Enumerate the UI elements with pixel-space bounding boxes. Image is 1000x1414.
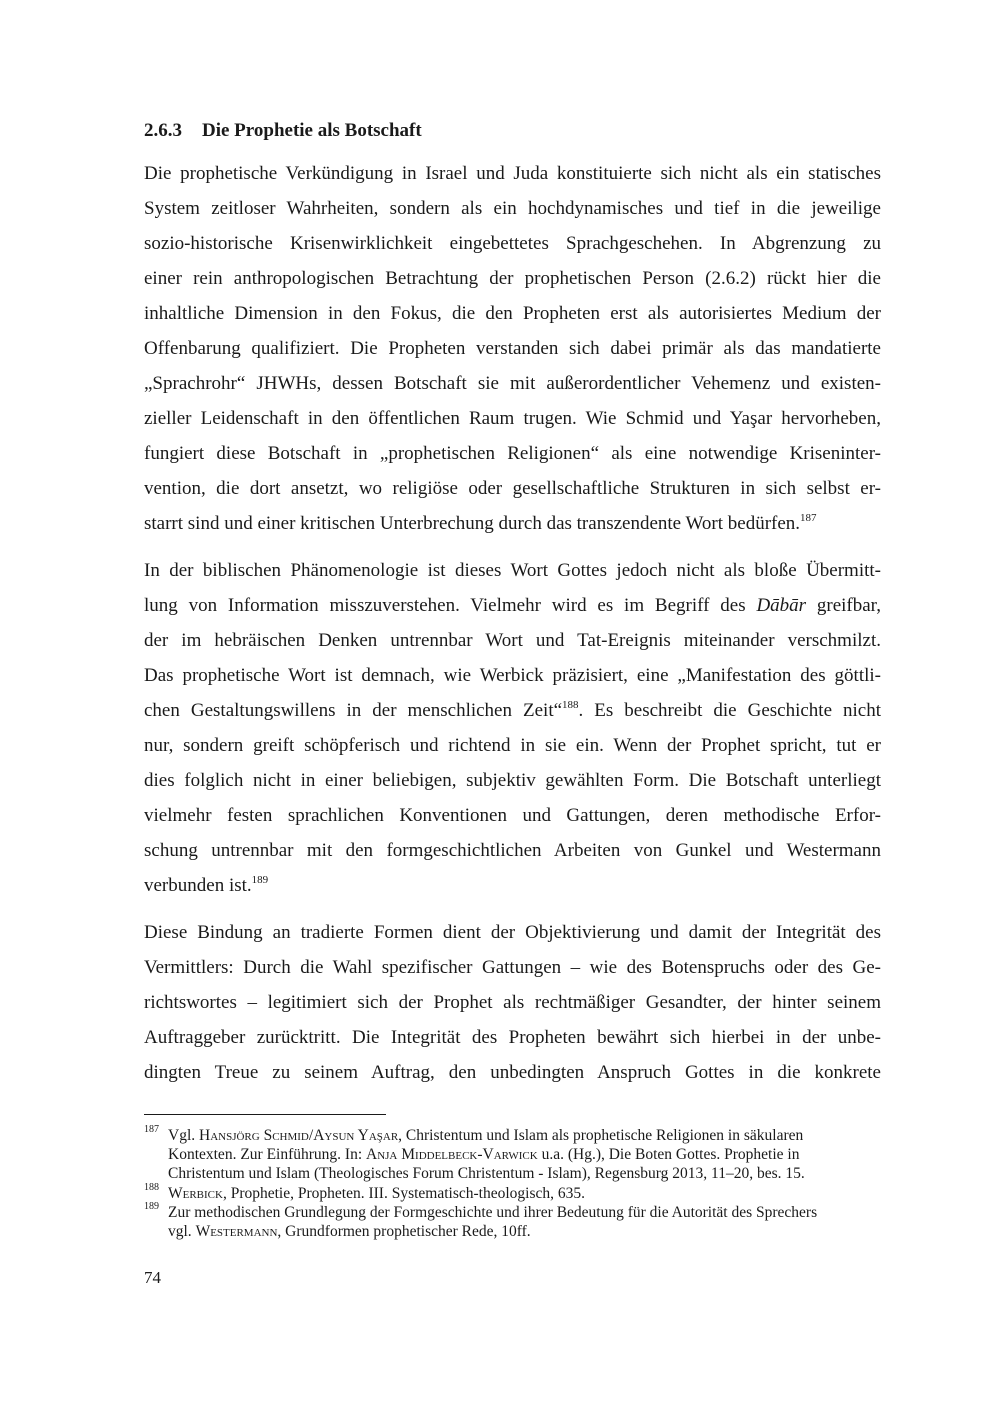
dabar-term: Dābār [756, 595, 807, 616]
paragraph-1-line: Die prophetische Verkündigung in Israel und Juda konstituierte sich nicht als ein statisches [144, 163, 881, 184]
footnote-number: 188 [144, 1182, 159, 1193]
paragraph-3-line: Diese Bindung an tradierte Formen dient der Objektivierung und damit der Integrität des [144, 922, 881, 943]
footnote-ref-189[interactable]: 189 [251, 874, 269, 886]
paragraph-2-text: lung von Information misszuverstehen. Vielmehr wird es im Begriff des [144, 595, 757, 616]
paragraph-1-line: sozio-historische Krisenwirklichkeit eingebettetes Sprachgeschehen. In Abgrenzung zu [144, 233, 881, 254]
section-title: Die Prophetie als Botschaft [202, 120, 422, 141]
footnote-ref-188[interactable]: 188 [562, 699, 579, 711]
footnote-number: 187 [144, 1124, 159, 1135]
paragraph-3-line: Auftraggeber zurücktritt. Die Integrität des Propheten bewährt sich hierbei in der unbe- [144, 1027, 881, 1048]
paragraph-2-line [144, 701, 881, 720]
paragraph-3-line: Vermittlers: Durch die Wahl spezifischer Gattungen – wie des Botenspruchs oder des Ge- [144, 957, 881, 978]
paragraph-2-text: greifbar, [806, 595, 882, 616]
footnote-ref-187[interactable]: 187 [800, 512, 817, 524]
paragraph-2-line: Das prophetische Wort ist demnach, wie Werbick präzisiert, eine „Manifestation des göttli- [144, 665, 881, 686]
footnote-number: 189 [144, 1201, 159, 1212]
paragraph-2-line: der im hebräischen Denken untrennbar Wort und Tat-Ereignis miteinander verschmilzt. [144, 630, 881, 651]
paragraph-2-text: chen Gestaltungswillens in der menschlichen Zeit“ [144, 700, 563, 721]
footnote-text: Vgl. Hansjörg Schmid/Aysun Yaşar, Christentum und Islam als prophetische Religionen in säkularen [168, 1127, 804, 1144]
footnote-text: Zur methodischen Grundlegung der Formgeschichte und ihrer Bedeutung für die Autorität des Sprechers [168, 1204, 818, 1221]
paragraph-1-line: vention, die dort ansetzt, wo religiöse oder gesellschaftliche Strukturen in sich selbst er- [144, 478, 881, 499]
section-number: 2.6.3 [144, 120, 182, 141]
footnote-text: Werbick, Prophetie, Propheten. III. Systematisch-theologisch, 635. [168, 1185, 586, 1202]
footnote-text: Christentum und Islam (Theologisches Forum Christentum - Islam), Regensburg 2013, 11–20, bes. 15. [168, 1165, 805, 1182]
paragraph-1-line: System zeitloser Wahrheiten, sondern als ein hochdynamisches und tief in die jeweilige [144, 198, 881, 219]
footnote-text: vgl. Westermann, Grundformen prophetischer Rede, 10ff. [168, 1223, 531, 1240]
paragraph-2-text: verbunden ist. [144, 875, 252, 896]
paragraph-1-line: Offenbarung qualifiziert. Die Propheten verstanden sich dabei primär als das mandatierte [144, 338, 881, 359]
paragraph-1-line: fungiert diese Botschaft in „prophetischen Religionen“ als eine notwendige Kriseninter- [144, 443, 881, 464]
paragraph-1-line [144, 514, 881, 533]
section-heading [144, 120, 422, 142]
footnote-text: Kontexten. Zur Einführung. In: Anja Middelbeck-Varwick u.a. (Hg.), Die Boten Gottes. Prophetie in [168, 1146, 800, 1163]
paragraph-2-text: . Es beschreibt die Geschichte nicht [578, 700, 881, 721]
paragraph-2-line: In der biblischen Phänomenologie ist dieses Wort Gottes jedoch nicht als bloße Übermitt- [144, 560, 881, 581]
paragraph-2-line: vielmehr festen sprachlichen Konventionen und Gattungen, deren methodische Erfor- [144, 805, 881, 826]
paragraph-2-line [144, 596, 881, 615]
paragraph-1-line: zieller Leidenschaft in den öffentlichen Raum trugen. Wie Schmid und Yaşar hervorheben, [144, 408, 881, 429]
paragraph-2-line: dies folglich nicht in einer beliebigen, subjektiv gewählten Form. Die Botschaft unterliegt [144, 770, 881, 791]
paragraph-1-line: „Sprachrohr“ JHWHs, dessen Botschaft sie mit außerordentlicher Vehemenz und existen- [144, 373, 881, 394]
paragraph-2-line: nur, sondern greift schöpferisch und richtend in sie ein. Wenn der Prophet spricht, tut er [144, 735, 881, 756]
paragraph-1-line: inhaltliche Dimension in den Fokus, die den Propheten erst als autorisiertes Medium der [144, 303, 881, 324]
page-number: 74 [144, 1268, 161, 1287]
paragraph-3-line: dingten Treue zu seinem Auftrag, den unbedingten Anspruch Gottes in die konkrete [144, 1062, 881, 1083]
paragraph-1-line-text: starrt sind und einer kritischen Unterbrechung durch das transzendente Wort bedürfen. [144, 513, 801, 534]
paragraph-2-line [144, 876, 881, 895]
paragraph-2-line: schung untrennbar mit den formgeschichtlichen Arbeiten von Gunkel und Westermann [144, 840, 881, 861]
paragraph-3-line: richtswortes – legitimiert sich der Prophet als rechtmäßiger Gesandter, der hinter seinem [144, 992, 881, 1013]
footnote-separator [144, 1114, 386, 1115]
paragraph-1-line: einer rein anthropologischen Betrachtung der prophetischen Person (2.6.2) rückt hier die [144, 268, 881, 289]
